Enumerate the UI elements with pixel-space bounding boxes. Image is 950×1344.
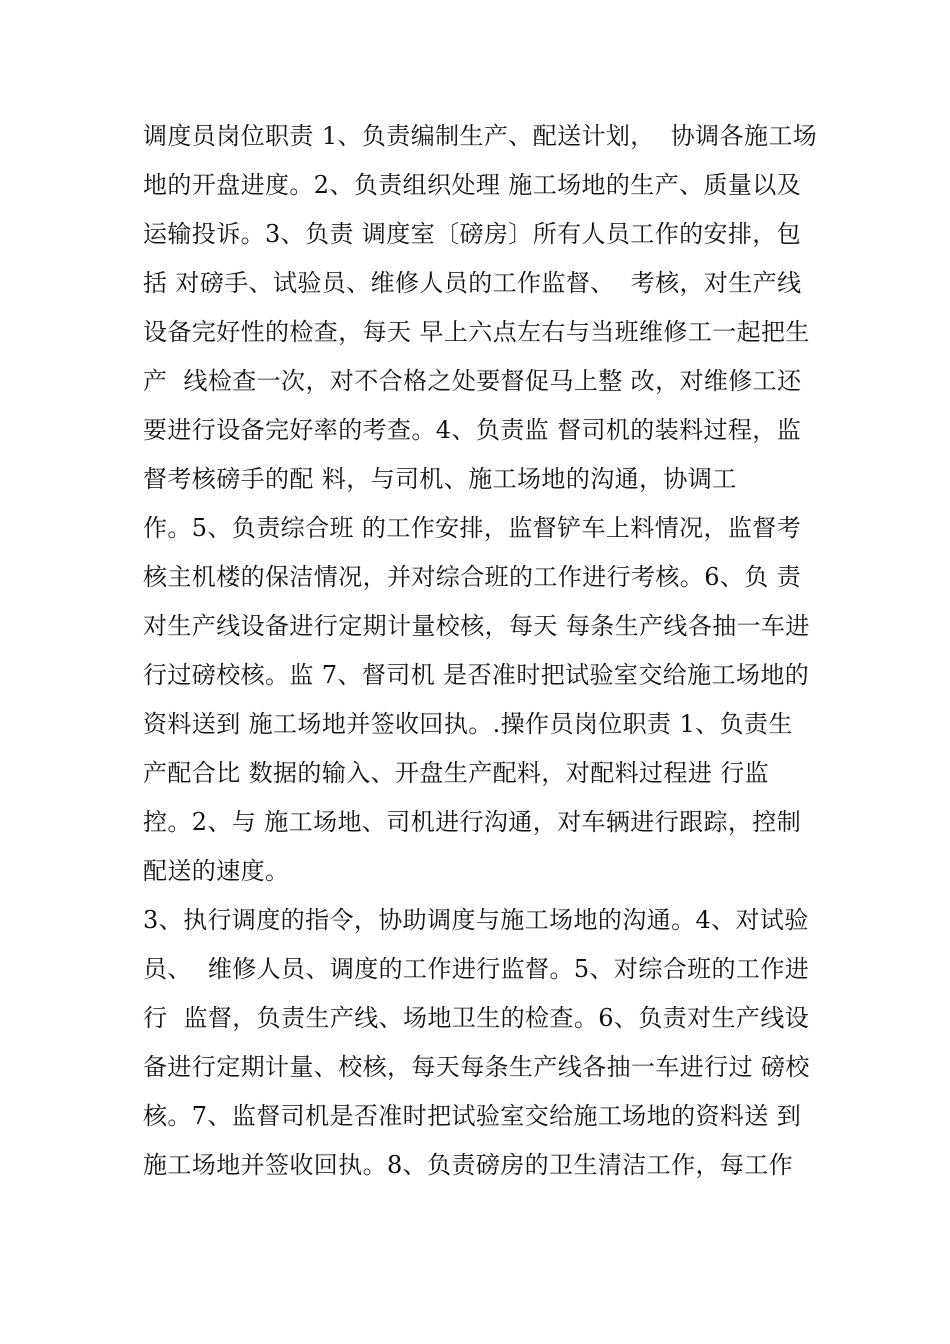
text-line: 配送的速度。 bbox=[143, 857, 290, 885]
text-line: 设备完好性的检查，每天 早上六点左右与当班维修工一起把生 bbox=[143, 318, 810, 346]
text-line: 行 监督，负责生产线、场地卫生的检查。6、负责对生产线设 bbox=[143, 1004, 810, 1032]
body-text bbox=[143, 112, 823, 1190]
text-line: 要进行设备完好率的考查。4、负责监 督司机的装料过程，监 bbox=[143, 416, 802, 444]
text-line: 括 对磅手、试验员、维修人员的工作监督、 考核，对生产线 bbox=[143, 269, 802, 297]
text-line: 核。7、监督司机是否准时把试验室交给施工场地的资料送 到 bbox=[143, 1102, 802, 1130]
text-line: 产 线检查一次，对不合格之处要督促马上整 改，对维修工还 bbox=[143, 367, 802, 395]
text-line: 核主机楼的保洁情况，并对综合班的工作进行考核。6、负 责 bbox=[143, 563, 802, 591]
text-line: 资料送到 施工场地并签收回执。.操作员岗位职责 1、负责生 bbox=[143, 710, 793, 738]
text-line: 督考核磅手的配 料，与司机、施工场地的沟通，协调工 bbox=[143, 465, 737, 493]
text-line: 3、执行调度的指令，协助调度与施工场地的沟通。4、对试验 bbox=[143, 906, 809, 934]
text-line: 控。2、与 施工场地、司机进行沟通，对车辆进行跟踪，控制 bbox=[143, 808, 802, 836]
text-line: 备进行定期计量、校核，每天每条生产线各抽一车进行过 磅校 bbox=[143, 1053, 810, 1081]
text-line: 作。5、负责综合班 的工作安排，监督铲车上料情况，监督考 bbox=[143, 514, 802, 542]
text-line: 对生产线设备进行定期计量校核，每天 每条生产线各抽一车进 bbox=[143, 612, 810, 640]
text-line: 员、 维修人员、调度的工作进行监督。5、对综合班的工作进 bbox=[143, 955, 810, 983]
text-line: 行过磅校核。监 7、督司机 是否准时把试验室交给施工场地的 bbox=[143, 661, 810, 689]
text-line: 施工场地并签收回执。8、负责磅房的卫生清洁工作，每工作 bbox=[143, 1151, 794, 1179]
text-line: 运输投诉。3、负责 调度室〔磅房〕所有人员工作的安排，包 bbox=[143, 220, 802, 248]
text-line: 产配合比 数据的输入、开盘生产配料，对配料过程进 行监 bbox=[143, 759, 770, 787]
text-line: 调度员岗位职责 1、负责编制生产、配送计划， 协调各施工场 bbox=[143, 122, 818, 150]
text-line: 地的开盘进度。2、负责组织处理 施工场地的生产、质量以及 bbox=[143, 171, 802, 199]
